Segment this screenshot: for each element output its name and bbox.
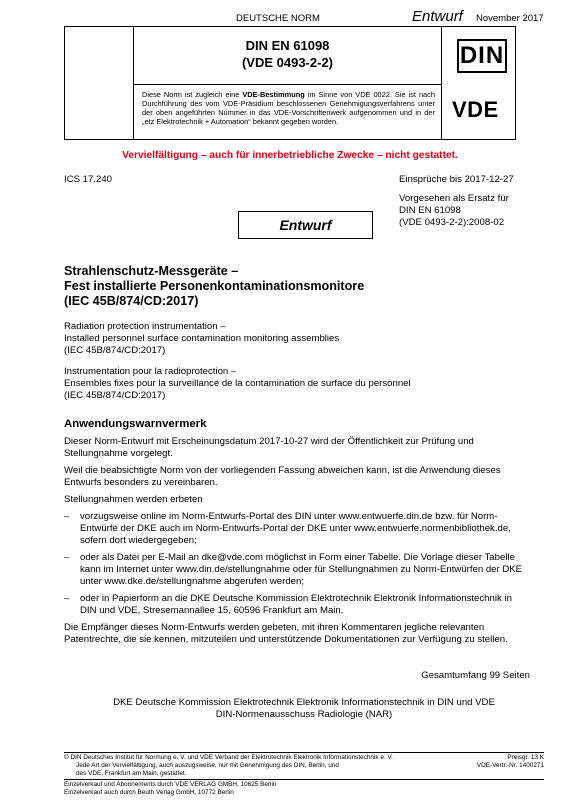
vde-number: (VDE 0493-2-2) [241, 55, 334, 70]
warning-paragraph-2: Weil die beabsichtigte Norm von der vorliegenden Fassung abweichen kann, ist die Anwendung dieses Entwurfs besonders zu vereinbaren. [64, 465, 501, 488]
list-item: – oder als Datei per E-Mail an dke@vde.com möglichst in Form einer Tabelle. Die Vorlage dieser Tabelle kann im Internet unter www.din.de/stellungnahme oder für Stellungnahmen zu Norm-Entwürfen der DKE unter www.dke.de/stellungnahme abgerufen werden; [64, 552, 526, 588]
order-number: VDE-Vertr.-Nr. 1400271 [476, 762, 544, 769]
draft-label: Entwurf [412, 8, 463, 25]
list-item: – vorzugsweise online im Norm-Entwurfs-Portal des DIN unter www.entwuerfe.din.de bzw. für Norm-Entwürfe der DKE auch im Norm-Entwurfs-Portal der DKE unter www.entwuerfe.normenbibliothek.de, sofern dort wiedergegeben; [64, 511, 526, 547]
warning-heading: Anwendungswarnvermerk [64, 418, 207, 430]
copy-notice: Vervielfältigung – auch für innerbetriebliche Zwecke – nicht gestattet. [122, 150, 458, 161]
copyright-notice: © DIN Deutsches Institut für Normung e. V. und VDE Verband der Elektrotechnik Elektronik Informationstechnik e. V. Jede Art der Vervielfältigung, auch auszugsweise, nur mit Genehmigung des DIN, Berlin, und des VDE, Frankfurt am Main, gestattet. [64, 754, 393, 777]
warning-paragraph-3: Stellungnahmen werden erbeten [64, 494, 203, 505]
total-pages: Gesamtumfang 99 Seiten [421, 670, 530, 681]
replacement-note: Vorgesehen als Ersatz für DIN EN 61098 (VDE 0493-2-2):2008-02 [399, 193, 509, 228]
price-info [430, 754, 544, 770]
document-number: DIN EN 61098 [245, 38, 330, 53]
warning-paragraph-4: Die Empfänger dieses Norm-Entwurfs werden gebeten, mit ihren Kommentaren jegliche relevanten Patentrechte, die sie kennen, mitzuteilen und unterstützende Dokumentationen zur Verfügung zu stellen. [64, 622, 508, 645]
german-title: Strahlenschutz-Messgeräte – Fest installierte Personenkontaminationsmonitore (IEC 45B/874/CD:2017) [64, 264, 365, 308]
ics-code: ICS 17.240 [64, 174, 113, 185]
comment-options-list [64, 511, 526, 617]
english-title: Radiation protection instrumentation – Installed personnel surface contamination monitoring assemblies (IEC 45B/874/CD:2017) [64, 321, 340, 356]
list-item: – oder in Papierform an die DKE Deutsche Kommission Elektrotechnik Elektronik Informationstechnik in DIN und VDE, Stresemannallee 15, 60596 Frankfurt am Main. [64, 593, 526, 617]
warning-paragraph-1: Dieser Norm-Entwurf mit Erscheinungsdatum 2017-10-27 wird der Öffentlichkeit zur Prüfung und Stellungnahme vorgelegt. [64, 436, 474, 459]
din-logo: DIN [457, 39, 507, 73]
price-group: Preisgr. 13 K [507, 754, 544, 761]
norm-label: DEUTSCHE NORM [236, 13, 320, 24]
vde-logo: VDE [452, 97, 499, 122]
vde-note: Diese Norm ist zugleich eine VDE-Bestimmung im Sinne von VDE 0022. Sie ist nach Durchführung des vom VDE-Präsidium beschlossenen Genehmigungsverfahrens unter der oben angeführten Nummer in das VDE-Vorschriftenwerk aufgenommen und in der „etz Elektrotechnik + Automation“ bekannt gegeben worden. [142, 90, 435, 126]
issue-date: November 2017 [476, 13, 544, 24]
objection-deadline: Einsprüche bis 2017-12-27 [399, 174, 514, 185]
sales-info: Einzelverkauf und Abonnements durch VDE VERLAG GMBH, 10625 Berlin Einzelverkauf auch durch Beuth Verlag GmbH, 10772 Berlin [64, 781, 277, 796]
draft-stamp: Entwurf [238, 211, 373, 239]
french-title: Instrumentation pour la radioprotection – Ensembles fixes pour la surveillance de la contamination de surface du personnel (IEC 45B/874/CD:2017) [64, 366, 411, 401]
warning-body [64, 436, 526, 646]
publisher: DKE Deutsche Kommission Elektrotechnik Elektronik Informationstechnik in DIN und VDE DIN-Normenausschuss Radiologie (NAR) [113, 697, 495, 720]
